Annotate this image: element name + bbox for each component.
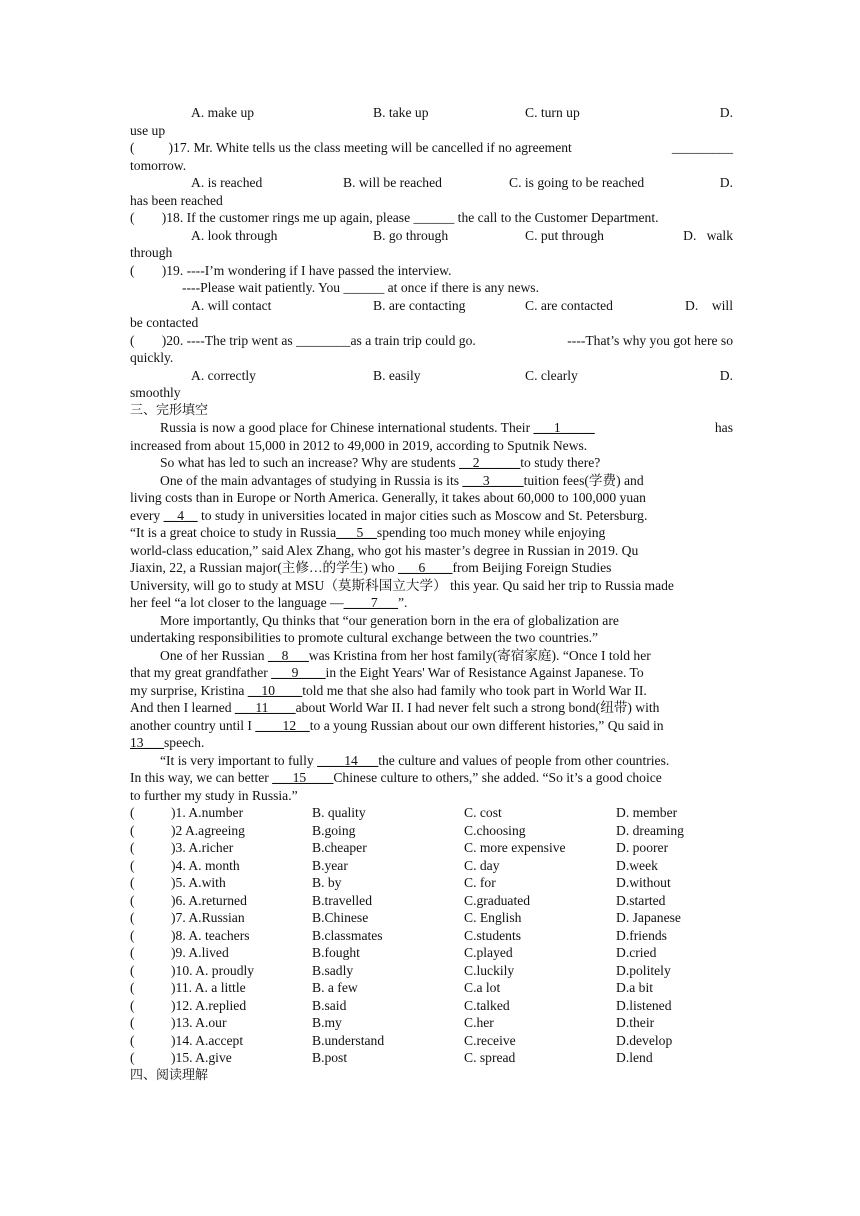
option-d: D.politely [616,962,671,978]
option-c: C. for [464,875,496,890]
passage-line [130,629,733,647]
section-4-heading: 四、阅读理解 [130,1067,209,1083]
passage-text: “It is very important to fully [160,752,318,768]
option-a: A. will contact [191,297,272,313]
option-c: C.choosing [464,822,526,838]
question-option-a: )10. A. proudly [171,962,255,978]
q17-blank: _________ [671,140,733,155]
answer-paren: ( [130,805,135,820]
option-d: D. dreaming [616,822,684,838]
option-d: D. will [685,297,733,313]
option-c: C.students [464,927,522,943]
q16-options [130,104,733,122]
option-c: C. put through [525,227,604,243]
question-option-a: )11. A. a little [171,980,246,995]
option-b: B.my [312,1015,342,1030]
option-c: C. English [464,910,522,925]
answer-paren: ( [130,875,135,890]
passage-text: to study in universities located in major cities such as Moscow and St. Petersburg. [197,507,648,523]
option-b: B.said [312,997,347,1013]
passage-line [130,559,733,577]
question-option-a: )4. A. month [171,857,240,873]
question-17 [130,139,733,157]
option-d: D.cried [616,945,657,960]
passage-text: every [130,507,164,523]
passage-line [130,647,733,665]
option-b: B. by [312,875,342,890]
question-option-a: )8. A. teachers [171,927,250,943]
cloze-blank: ____12__ [255,717,310,733]
passage-text: to study there? [520,455,601,470]
passage-text: So what has led to such an increase? Why are students [160,455,460,470]
cloze-question-row [130,874,733,892]
option-b: B. easily [373,367,421,383]
option-d: D. [719,175,733,190]
passage-text: In this way, we can better [130,770,273,785]
option-d: D. member [616,805,678,820]
q18-options [130,227,733,245]
cloze-question-row [130,962,733,980]
q17-options [130,174,733,192]
option-c: C.receive [464,1032,516,1048]
passage-text: “It is a great choice to study in Russia [130,525,337,540]
passage-line [130,594,733,612]
passage-text: living costs than in Europe or North America. Generally, it takes about 60,000 to 100,000 yuan [130,490,646,505]
passage-text: Jiaxin, 22, a Russian major(主修…的学生) who [130,560,399,575]
question-option-a: )7. A.Russian [171,910,245,925]
passage-line [130,734,733,752]
passage-line [130,577,733,595]
answer-paren: ( [130,840,135,855]
q20-wrap2: smoothly [130,385,181,400]
option-b: B. are contacting [373,297,466,313]
option-d: D.a bit [616,980,653,995]
passage-line [130,769,733,787]
question-option-a: )1. A.number [171,805,244,820]
cloze-question-row [130,1014,733,1032]
cloze-question-row [130,839,733,857]
cloze-question-row [130,857,733,875]
passage-text: to a young Russian about our own different histories,” Qu said in [309,717,664,733]
option-d: D.listened [616,997,672,1013]
passage-line [130,419,733,437]
passage-text: world-class education,” said Alex Zhang, who got his master’s degree in Russian in 2019. Qu [130,542,639,558]
answer-paren: ( [130,1032,135,1048]
passage-text: has [711,420,733,435]
question-option-a: )15. A.give [171,1050,232,1065]
q17-text: )17. Mr. White tells us the class meeting will be cancelled if no agreement [168,140,572,155]
cloze-options [130,804,733,1067]
passage-text: University, will go to study at MSU（莫斯科国立大学） this year. Qu said her trip to Russia made [130,577,674,593]
option-d: D. Japanese [616,910,681,925]
question-option-a: )3. A.richer [171,840,234,855]
passage-text: speech. [163,735,205,750]
passage-text: undertaking responsibilities to promote cultural exchange between the two countries.” [130,630,599,645]
option-b: B. take up [373,105,429,120]
answer-paren: ( [130,892,135,908]
option-c: C.talked [464,997,510,1013]
q19-wrap: be contacted [130,315,199,330]
passage-line [130,717,733,735]
option-d: D.friends [616,927,667,943]
cloze-question-row [130,927,733,945]
passage-text: my surprise, Kristina [130,682,248,698]
cloze-blank: 13___ [130,735,164,750]
answer-paren: ( [130,822,135,838]
option-c: C.graduated [464,892,531,908]
option-c: C. day [464,857,500,873]
option-a: A. look through [191,227,278,243]
q19-response: ----Please wait patiently. You ______ at once if there is any news. [182,280,540,295]
passage-text: her feel “a lot closer to the language — [130,595,344,610]
option-c: C. spread [464,1050,516,1065]
option-c: C. cost [464,805,502,820]
option-d: D. [719,105,733,120]
option-a: A. correctly [191,367,256,383]
passage-text: about World War II. I had never felt such a strong bond(纽带) with [295,700,660,715]
passage-text: And then I learned [130,700,235,715]
option-d: D. [719,367,733,383]
question-20 [130,332,733,350]
passage-line [130,612,733,630]
cloze-blank: ___1_____ [533,420,595,435]
q20-wrap: quickly. [130,350,174,365]
option-d: D. walk [683,227,733,243]
option-c: C. is going to be reached [509,175,645,190]
option-b: B. quality [312,805,366,820]
question-option-a: )13. A.our [171,1015,227,1030]
cloze-question-row [130,892,733,910]
question-option-a: )14. A.accept [171,1032,244,1048]
cloze-passage [130,419,733,804]
option-d: D.their [616,1015,655,1030]
option-b: B.travelled [312,892,373,908]
answer-paren: ( [130,910,135,925]
cloze-question-row [130,979,733,997]
cloze-blank: ___11____ [234,700,296,715]
passage-text: One of the main advantages of studying in Russia is its [160,472,463,488]
option-b: B.post [312,1050,348,1065]
option-d: D.develop [616,1032,673,1048]
passage-text: spending too much money while enjoying [376,525,606,540]
question-19: ( )19. ----I’m wondering if I have passed the interview. [130,262,452,278]
q17-paren: ( [130,140,135,155]
q20-text: ( )20. ----The trip went as ________as a train trip could go. [130,332,476,348]
option-c: C.a lot [464,980,501,995]
passage-text: Russia is now a good place for Chinese international students. Their [160,420,534,435]
cloze-blank: ____7___ [343,595,399,610]
passage-text: Chinese culture to others,” she added. “So it’s a good choice [333,770,662,785]
option-a: A. is reached [191,175,263,190]
answer-paren: ( [130,997,135,1013]
passage-text: tuition fees(学费) and [523,472,644,488]
q17-wrap: tomorrow. [130,157,187,173]
passage-text: told me that she also had family who took part in World War II. [302,682,647,698]
passage-line [130,664,733,682]
option-c: C.her [464,1015,494,1030]
cloze-question-row [130,909,733,927]
passage-line [130,472,733,490]
option-b: B.classmates [312,927,383,943]
cloze-question-row [130,1049,733,1067]
cloze-blank: ____14___ [317,752,379,768]
passage-text: One of her Russian [160,647,268,663]
section-3-heading: 三、完形填空 [130,402,209,418]
passage-text: More importantly, Qu thinks that “our generation born in the era of globalization are [160,612,619,628]
answer-paren: ( [130,1015,135,1030]
option-d: D.week [616,857,658,873]
answer-paren: ( [130,962,135,978]
passage-text: was Kristina from her host family(寄宿家庭). “Once I told her [308,647,651,663]
worksheet-page [130,104,733,1084]
passage-line [130,787,733,805]
option-b: B.Chinese [312,910,369,925]
cloze-blank: ___6____ [398,560,453,575]
option-d: D.without [616,875,671,890]
cloze-blank: __8___ [267,647,309,663]
answer-paren: ( [130,1050,135,1065]
option-c: C. are contacted [525,297,613,313]
option-b: B.understand [312,1032,385,1048]
passage-text: to further my study in Russia.” [130,787,298,803]
option-b: B.cheaper [312,840,367,855]
passage-text: that my great grandfather [130,665,272,680]
passage-text: from Beijing Foreign Studies [452,560,612,575]
q20-response: ----That’s why you got here so [567,332,733,348]
option-c: C. more expensive [464,840,566,855]
passage-line [130,507,733,525]
cloze-blank: __4__ [163,507,198,523]
option-a: A. make up [191,105,255,120]
passage-line [130,699,733,717]
answer-paren: ( [130,945,135,960]
passage-text: the culture and values of people from other countries. [378,752,670,768]
cloze-question-row [130,944,733,962]
passage-line [130,542,733,560]
q18-wrap: through [130,245,173,260]
passage-line [130,437,733,455]
option-b: B.going [312,822,356,838]
option-b: B. a few [312,980,358,995]
cloze-question-row [130,1032,733,1050]
passage-line [130,682,733,700]
passage-line [130,752,733,770]
option-c: C.luckily [464,962,515,978]
passage-text: another country until I [130,717,256,733]
q17-wrap2: has been reached [130,192,223,208]
cloze-blank: ___15____ [272,770,334,785]
cloze-blank: ___9____ [271,665,326,680]
cloze-blank: __10____ [247,682,303,698]
cloze-question-row [130,822,733,840]
option-b: B. will be reached [343,175,442,190]
option-b: B.year [312,857,348,873]
question-option-a: )6. A.returned [171,892,247,908]
option-b: B. go through [373,227,449,243]
passage-text: ”. [398,595,408,610]
option-c: C. turn up [525,105,580,120]
passage-line [130,454,733,472]
answer-paren: ( [130,857,135,873]
question-18: ( )18. If the customer rings me up again, please ______ the call to the Customer Department. [130,210,659,225]
answer-paren: ( [130,927,135,943]
cloze-blank: ___3_____ [462,472,524,488]
passage-text: in the Eight Years' War of Resistance Against Japanese. To [325,665,644,680]
cloze-blank: __2______ [459,455,521,470]
q19-options [130,297,733,315]
question-option-a: )12. A.replied [171,997,247,1013]
passage-line [130,489,733,507]
question-option-a: )5. A.with [171,875,226,890]
option-d: D.lend [616,1050,653,1065]
question-option-a: )9. A.lived [171,945,229,960]
option-c: C. clearly [525,367,578,383]
option-b: B.fought [312,945,360,960]
q20-options [130,367,733,385]
cloze-blank: ___5__ [336,525,377,540]
option-d: D.started [616,892,666,908]
option-c: C.played [464,945,513,960]
passage-text: increased from about 15,000 in 2012 to 49,000 in 2019, according to Sputnik News. [130,437,588,453]
question-option-a: )2 A.agreeing [171,822,245,838]
option-d: D. poorer [616,840,669,855]
answer-paren: ( [130,980,135,995]
passage-line [130,524,733,542]
cloze-question-row [130,804,733,822]
cloze-question-row [130,997,733,1015]
q16-wrap: use up [130,122,166,138]
option-b: B.sadly [312,962,354,978]
